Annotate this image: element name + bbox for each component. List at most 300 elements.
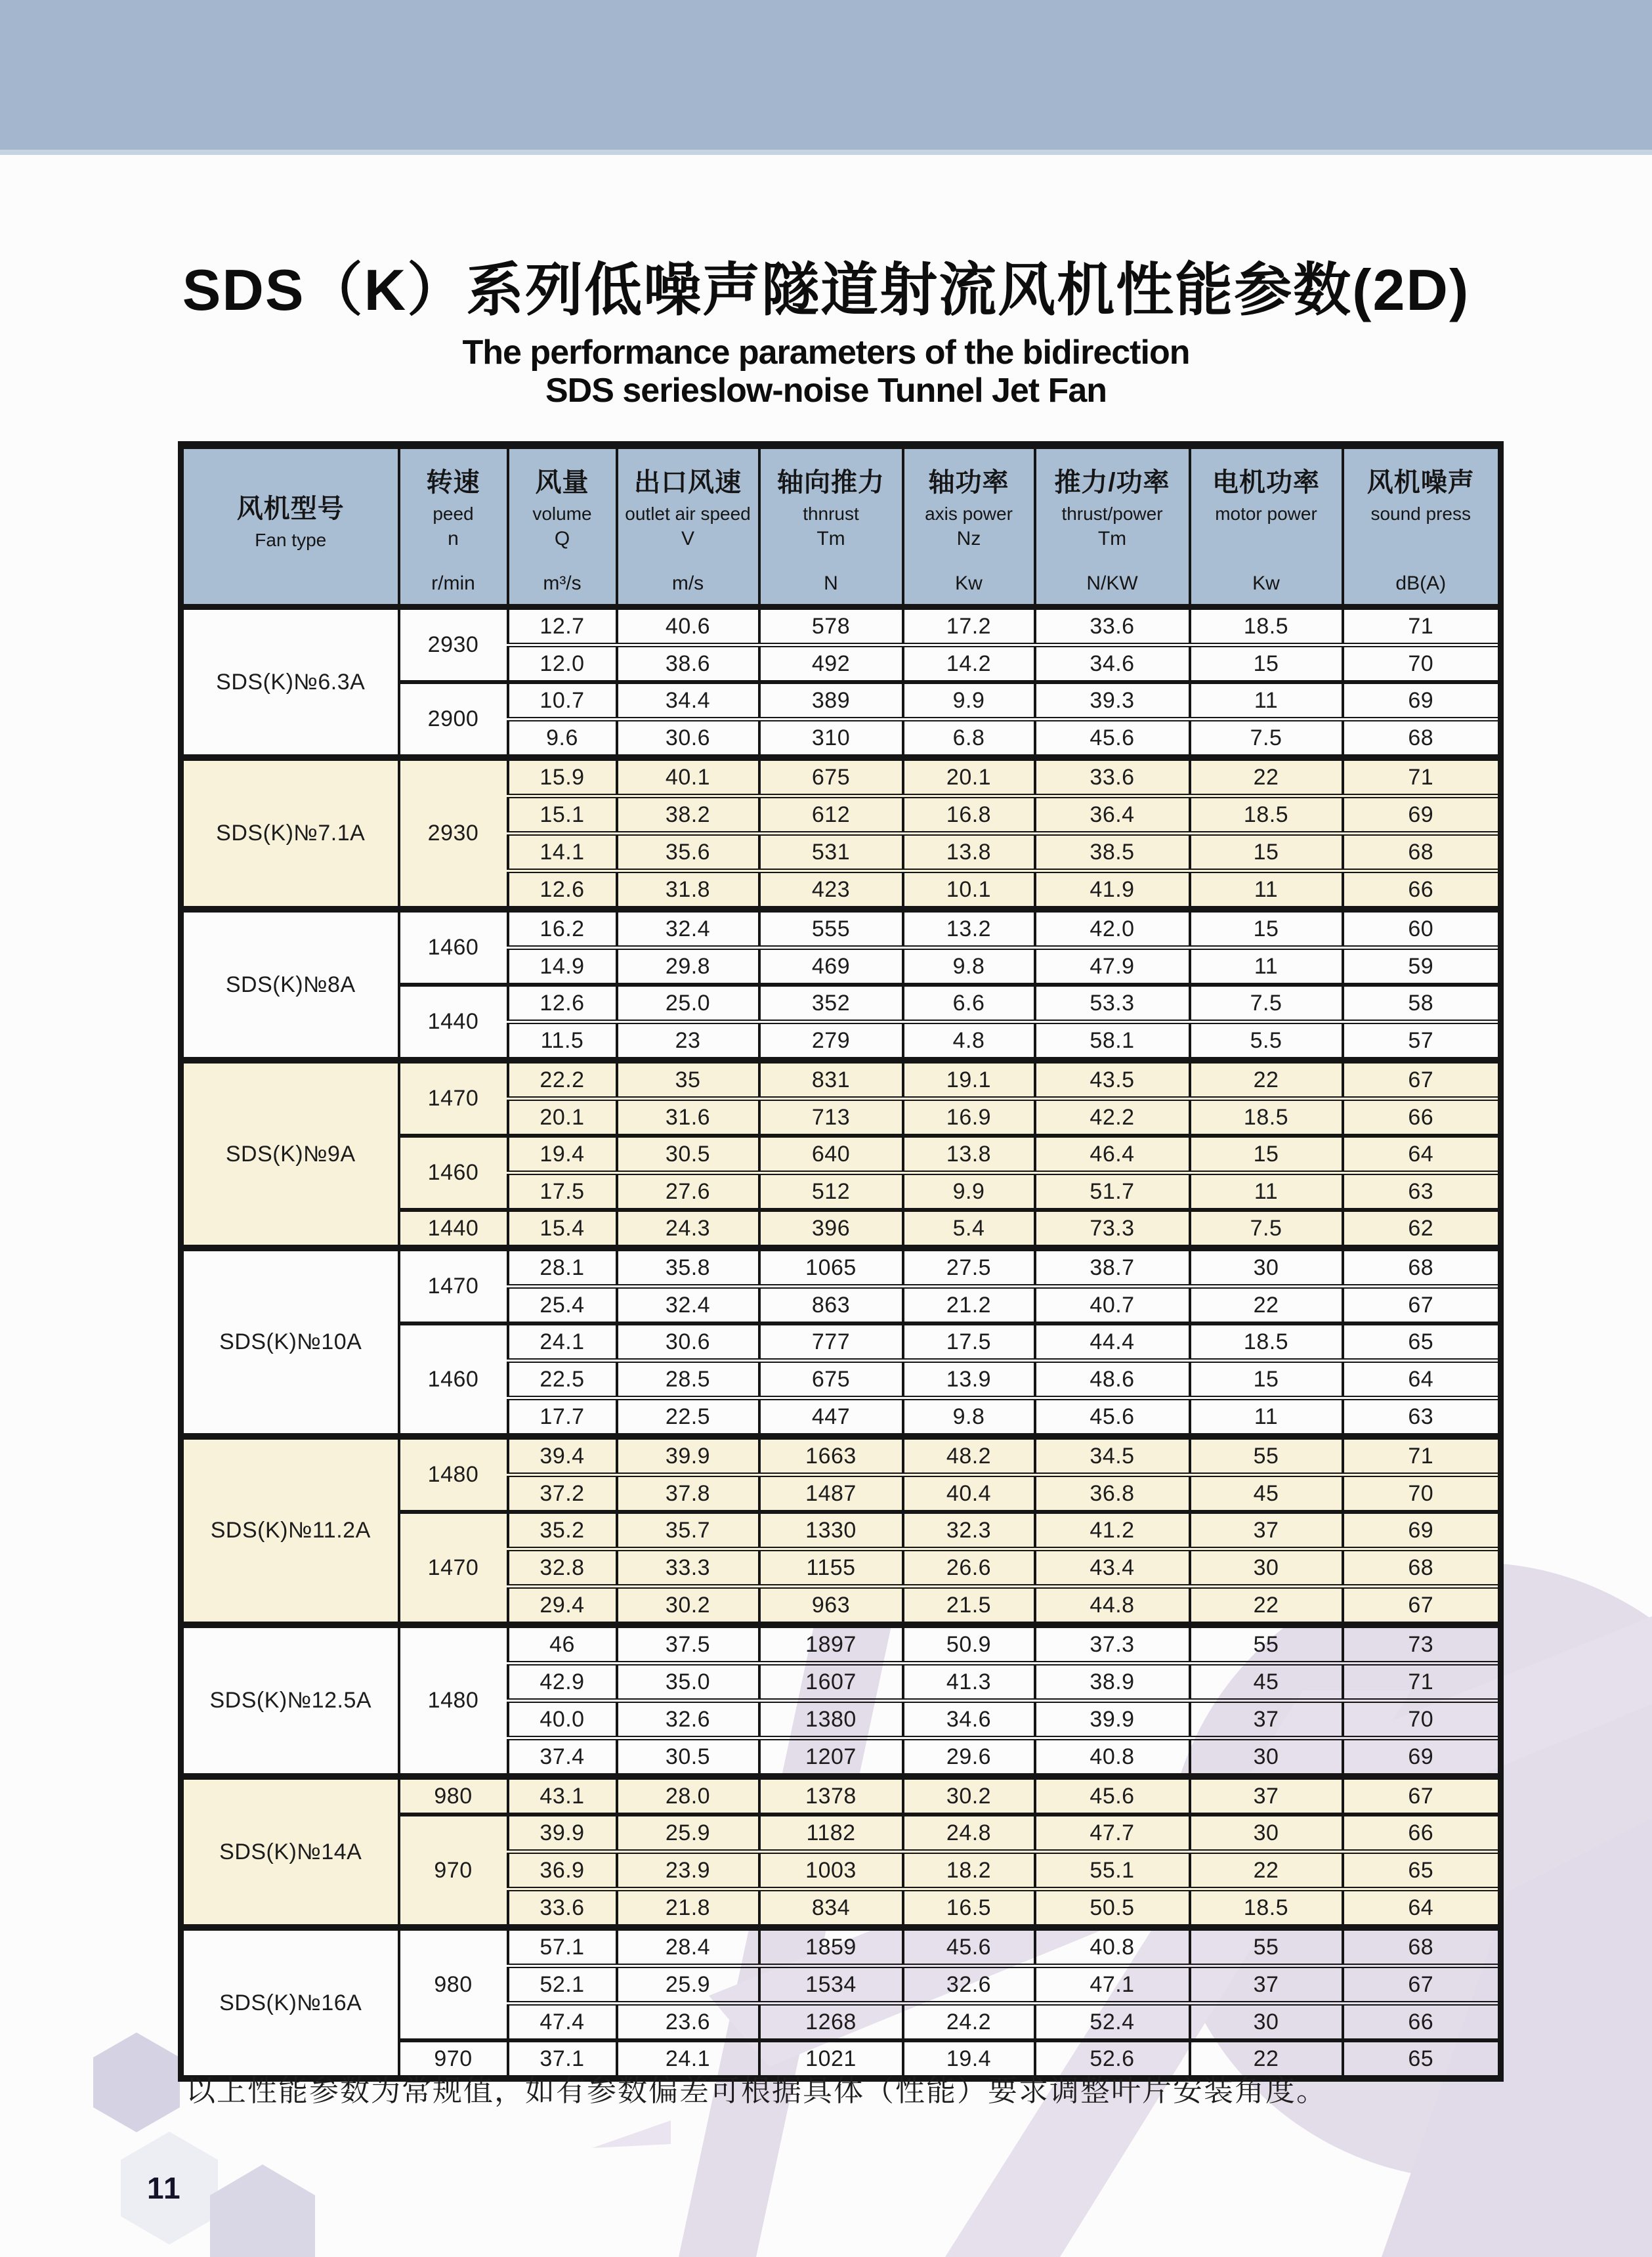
value-cell: 35.0 (617, 1664, 759, 1701)
value-cell: 52.1 (508, 1966, 617, 2004)
value-cell: 37.4 (508, 1738, 617, 1777)
value-cell: 48.2 (903, 1436, 1035, 1475)
value-cell: 55.1 (1035, 1852, 1190, 1889)
value-cell: 21.5 (903, 1587, 1035, 1625)
value-cell: 19.4 (508, 1136, 617, 1173)
value-cell: 38.6 (617, 645, 759, 683)
value-cell: 5.5 (1190, 1022, 1343, 1061)
value-cell: 47.4 (508, 2004, 617, 2041)
value-cell: 13.8 (903, 834, 1035, 871)
value-cell: 1268 (759, 2004, 903, 2041)
value-cell: 22 (1190, 1287, 1343, 1324)
value-cell: 50.5 (1035, 1889, 1190, 1928)
value-cell: 45.6 (1035, 1398, 1190, 1437)
value-cell: 44.4 (1035, 1323, 1190, 1361)
fan-type-cell: SDS(K)№16A (181, 1927, 399, 2078)
value-cell: 39.3 (1035, 682, 1190, 720)
value-cell: 34.6 (903, 1701, 1035, 1738)
speed-cell: 970 (399, 2040, 508, 2078)
value-cell: 45.6 (1035, 1776, 1190, 1815)
value-cell: 37.2 (508, 1475, 617, 1513)
value-cell: 66 (1343, 1099, 1501, 1136)
fan-type-cell: SDS(K)№8A (181, 909, 399, 1060)
value-cell: 73.3 (1035, 1210, 1190, 1248)
value-cell: 55 (1190, 1436, 1343, 1475)
value-cell: 69 (1343, 1738, 1501, 1777)
fan-type-cell: SDS(K)№7.1A (181, 758, 399, 909)
value-cell: 713 (759, 1099, 903, 1136)
value-cell: 831 (759, 1060, 903, 1099)
value-cell: 37 (1190, 1512, 1343, 1549)
value-cell: 46.4 (1035, 1136, 1190, 1173)
value-cell: 834 (759, 1889, 903, 1928)
value-cell: 65 (1343, 1323, 1501, 1361)
value-cell: 19.4 (903, 2040, 1035, 2078)
value-cell: 18.5 (1190, 1099, 1343, 1136)
speed-cell: 1470 (399, 1060, 508, 1136)
value-cell: 30 (1190, 1248, 1343, 1287)
value-cell: 58.1 (1035, 1022, 1190, 1061)
value-cell: 21.8 (617, 1889, 759, 1928)
value-cell: 64 (1343, 1889, 1501, 1928)
value-cell: 68 (1343, 1927, 1501, 1966)
value-cell: 37.1 (508, 2040, 617, 2078)
value-cell: 1155 (759, 1549, 903, 1587)
value-cell: 41.9 (1035, 871, 1190, 910)
value-cell: 18.5 (1190, 1889, 1343, 1928)
value-cell: 52.6 (1035, 2040, 1190, 2078)
value-cell: 30.5 (617, 1136, 759, 1173)
page-title-english (0, 333, 1652, 410)
value-cell: 67 (1343, 1776, 1501, 1815)
value-cell: 55 (1190, 1927, 1343, 1966)
value-cell: 447 (759, 1398, 903, 1437)
speed-cell: 970 (399, 1815, 508, 1927)
value-cell: 279 (759, 1022, 903, 1061)
value-cell: 492 (759, 645, 903, 683)
value-cell: 67 (1343, 1966, 1501, 2004)
fan-type-cell: SDS(K)№9A (181, 1060, 399, 1248)
value-cell: 24.2 (903, 2004, 1035, 2041)
value-cell: 34.5 (1035, 1436, 1190, 1475)
value-cell: 6.6 (903, 985, 1035, 1022)
value-cell: 22.5 (508, 1361, 617, 1398)
value-cell: 52.4 (1035, 2004, 1190, 2041)
value-cell: 42.9 (508, 1664, 617, 1701)
value-cell: 45 (1190, 1664, 1343, 1701)
value-cell: 20.1 (508, 1099, 617, 1136)
value-cell: 15 (1190, 1361, 1343, 1398)
value-cell: 1065 (759, 1248, 903, 1287)
value-cell: 64 (1343, 1361, 1501, 1398)
value-cell: 25.0 (617, 985, 759, 1022)
value-cell: 39.9 (1035, 1701, 1190, 1738)
value-cell: 35 (617, 1060, 759, 1099)
value-cell: 22 (1190, 1587, 1343, 1625)
value-cell: 12.6 (508, 985, 617, 1022)
value-cell: 16.9 (903, 1099, 1035, 1136)
value-cell: 45.6 (1035, 720, 1190, 758)
value-cell: 22 (1190, 758, 1343, 796)
value-cell: 65 (1343, 1852, 1501, 1889)
value-cell: 28.4 (617, 1927, 759, 1966)
value-cell: 67 (1343, 1587, 1501, 1625)
value-cell: 22 (1190, 2040, 1343, 2078)
value-cell: 35.7 (617, 1512, 759, 1549)
value-cell: 55 (1190, 1625, 1343, 1664)
value-cell: 34.4 (617, 682, 759, 720)
value-cell: 15 (1190, 1136, 1343, 1173)
value-cell: 15 (1190, 909, 1343, 948)
value-cell: 28.5 (617, 1361, 759, 1398)
value-cell: 11.5 (508, 1022, 617, 1061)
value-cell: 11 (1190, 682, 1343, 720)
value-cell: 19.1 (903, 1060, 1035, 1099)
page-title-english-line2: SDS serieslow-noise Tunnel Jet Fan (545, 372, 1107, 410)
value-cell: 1663 (759, 1436, 903, 1475)
value-cell: 13.2 (903, 909, 1035, 948)
value-cell: 66 (1343, 1815, 1501, 1852)
table-row (181, 1776, 1501, 1815)
table-row (181, 1248, 1501, 1287)
value-cell: 15.9 (508, 758, 617, 796)
speed-cell: 1480 (399, 1625, 508, 1776)
value-cell: 68 (1343, 1549, 1501, 1587)
value-cell: 26.6 (903, 1549, 1035, 1587)
value-cell: 1182 (759, 1815, 903, 1852)
value-cell: 38.9 (1035, 1664, 1190, 1701)
value-cell: 40.6 (617, 607, 759, 645)
value-cell: 5.4 (903, 1210, 1035, 1248)
speed-cell: 1460 (399, 1323, 508, 1436)
value-cell: 37 (1190, 1776, 1343, 1815)
value-cell: 20.1 (903, 758, 1035, 796)
value-cell: 63 (1343, 1173, 1501, 1211)
column-header: 转速 peed n r/min (399, 445, 508, 607)
value-cell: 777 (759, 1323, 903, 1361)
value-cell: 71 (1343, 758, 1501, 796)
speed-cell: 1460 (399, 1136, 508, 1210)
value-cell: 27.6 (617, 1173, 759, 1211)
top-banner-band (0, 0, 1652, 155)
page-title-english-line1: The performance parameters of the bidirection (462, 333, 1190, 372)
value-cell: 33.3 (617, 1549, 759, 1587)
value-cell: 53.3 (1035, 985, 1190, 1022)
value-cell: 67 (1343, 1060, 1501, 1099)
value-cell: 41.2 (1035, 1512, 1190, 1549)
value-cell: 531 (759, 834, 903, 871)
value-cell: 18.2 (903, 1852, 1035, 1889)
value-cell: 23.9 (617, 1852, 759, 1889)
value-cell: 50.9 (903, 1625, 1035, 1664)
value-cell: 14.9 (508, 948, 617, 985)
value-cell: 57 (1343, 1022, 1501, 1061)
page-title-chinese: SDS（K）系列低噪声隧道射流风机性能参数(2D) (182, 257, 1470, 322)
value-cell: 1487 (759, 1475, 903, 1513)
table-row (181, 1436, 1501, 1475)
speed-cell: 2930 (399, 758, 508, 909)
value-cell: 39.9 (508, 1815, 617, 1852)
value-cell: 66 (1343, 871, 1501, 910)
value-cell: 35.2 (508, 1512, 617, 1549)
value-cell: 39.4 (508, 1436, 617, 1475)
value-cell: 13.9 (903, 1361, 1035, 1398)
value-cell: 38.2 (617, 796, 759, 834)
value-cell: 32.6 (903, 1966, 1035, 2004)
value-cell: 30.6 (617, 720, 759, 758)
value-cell: 69 (1343, 796, 1501, 834)
value-cell: 40.4 (903, 1475, 1035, 1513)
value-cell: 22 (1190, 1060, 1343, 1099)
value-cell: 44.8 (1035, 1587, 1190, 1625)
value-cell: 58 (1343, 985, 1501, 1022)
value-cell: 15.1 (508, 796, 617, 834)
value-cell: 69 (1343, 1512, 1501, 1549)
value-cell: 16.5 (903, 1889, 1035, 1928)
value-cell: 45 (1190, 1475, 1343, 1513)
value-cell: 21.2 (903, 1287, 1035, 1324)
value-cell: 9.8 (903, 1398, 1035, 1437)
value-cell: 46 (508, 1625, 617, 1664)
speed-cell: 1470 (399, 1512, 508, 1625)
value-cell: 45.6 (903, 1927, 1035, 1966)
value-cell: 6.8 (903, 720, 1035, 758)
value-cell: 15 (1190, 645, 1343, 683)
header-row (181, 445, 1501, 607)
value-cell: 1207 (759, 1738, 903, 1777)
value-cell: 1859 (759, 1927, 903, 1966)
value-cell: 24.1 (617, 2040, 759, 2078)
value-cell: 35.6 (617, 834, 759, 871)
value-cell: 39.9 (617, 1436, 759, 1475)
value-cell: 40.8 (1035, 1927, 1190, 1966)
column-header: 出口风速 outlet air speed V m/s (617, 445, 759, 607)
table-row (181, 1625, 1501, 1664)
value-cell: 469 (759, 948, 903, 985)
value-cell: 38.5 (1035, 834, 1190, 871)
value-cell: 30.2 (617, 1587, 759, 1625)
value-cell: 32.4 (617, 1287, 759, 1324)
value-cell: 25.4 (508, 1287, 617, 1324)
value-cell: 11 (1190, 948, 1343, 985)
value-cell: 66 (1343, 2004, 1501, 2041)
value-cell: 41.3 (903, 1664, 1035, 1701)
value-cell: 40.1 (617, 758, 759, 796)
value-cell: 11 (1190, 1398, 1343, 1437)
speed-cell: 1440 (399, 1210, 508, 1248)
column-header: 推力/功率 thrust/power Tm N/KW (1035, 445, 1190, 607)
value-cell: 42.0 (1035, 909, 1190, 948)
value-cell: 68 (1343, 834, 1501, 871)
value-cell: 14.1 (508, 834, 617, 871)
speed-cell: 1470 (399, 1248, 508, 1323)
value-cell: 73 (1343, 1625, 1501, 1664)
value-cell: 30 (1190, 1738, 1343, 1777)
hexagon-large (210, 2164, 315, 2257)
value-cell: 70 (1343, 1475, 1501, 1513)
value-cell: 11 (1190, 1173, 1343, 1211)
value-cell: 15.4 (508, 1210, 617, 1248)
column-header: 电机功率 motor power Kw (1190, 445, 1343, 607)
value-cell: 70 (1343, 1701, 1501, 1738)
value-cell: 60 (1343, 909, 1501, 948)
value-cell: 18.5 (1190, 1323, 1343, 1361)
value-cell: 40.7 (1035, 1287, 1190, 1324)
value-cell: 30.5 (617, 1738, 759, 1777)
column-header: 风机型号 Fan type (181, 445, 399, 607)
value-cell: 14.2 (903, 645, 1035, 683)
column-header: 轴向推力 thnrust Tm N (759, 445, 903, 607)
value-cell: 17.2 (903, 607, 1035, 645)
value-cell: 423 (759, 871, 903, 910)
value-cell: 578 (759, 607, 903, 645)
value-cell: 7.5 (1190, 720, 1343, 758)
value-cell: 16.2 (508, 909, 617, 948)
value-cell: 40.8 (1035, 1738, 1190, 1777)
value-cell: 36.4 (1035, 796, 1190, 834)
value-cell: 30.6 (617, 1323, 759, 1361)
value-cell: 28.0 (617, 1776, 759, 1815)
value-cell: 30.2 (903, 1776, 1035, 1815)
value-cell: 34.6 (1035, 645, 1190, 683)
value-cell: 71 (1343, 607, 1501, 645)
value-cell: 33.6 (1035, 607, 1190, 645)
value-cell: 24.1 (508, 1323, 617, 1361)
value-cell: 64 (1343, 1136, 1501, 1173)
value-cell: 42.2 (1035, 1099, 1190, 1136)
value-cell: 1534 (759, 1966, 903, 2004)
value-cell: 1607 (759, 1664, 903, 1701)
page-number: 11 (147, 2171, 182, 2205)
value-cell: 1378 (759, 1776, 903, 1815)
speed-cell: 2900 (399, 682, 508, 758)
value-cell: 33.6 (1035, 758, 1190, 796)
column-header: 风量 volume Q m³/s (508, 445, 617, 607)
value-cell: 23.6 (617, 2004, 759, 2041)
value-cell: 67 (1343, 1287, 1501, 1324)
value-cell: 17.7 (508, 1398, 617, 1437)
value-cell: 25.9 (617, 1815, 759, 1852)
table-row (181, 607, 1501, 645)
value-cell: 35.8 (617, 1248, 759, 1287)
value-cell: 29.4 (508, 1587, 617, 1625)
fan-performance-table (178, 441, 1504, 2082)
value-cell: 13.8 (903, 1136, 1035, 1173)
speed-cell: 1480 (399, 1436, 508, 1512)
value-cell: 27.5 (903, 1248, 1035, 1287)
value-cell: 18.5 (1190, 796, 1343, 834)
value-cell: 32.4 (617, 909, 759, 948)
value-cell: 57.1 (508, 1927, 617, 1966)
value-cell: 10.1 (903, 871, 1035, 910)
value-cell: 51.7 (1035, 1173, 1190, 1211)
value-cell: 389 (759, 682, 903, 720)
value-cell: 9.9 (903, 1173, 1035, 1211)
value-cell: 32.6 (617, 1701, 759, 1738)
value-cell: 36.8 (1035, 1475, 1190, 1513)
value-cell: 1003 (759, 1852, 903, 1889)
value-cell: 63 (1343, 1398, 1501, 1437)
value-cell: 310 (759, 720, 903, 758)
value-cell: 7.5 (1190, 1210, 1343, 1248)
value-cell: 863 (759, 1287, 903, 1324)
value-cell: 12.0 (508, 645, 617, 683)
value-cell: 9.6 (508, 720, 617, 758)
value-cell: 10.7 (508, 682, 617, 720)
table-row (181, 1927, 1501, 1966)
fan-type-cell: SDS(K)№11.2A (181, 1436, 399, 1625)
value-cell: 7.5 (1190, 985, 1343, 1022)
value-cell: 32.8 (508, 1549, 617, 1587)
value-cell: 640 (759, 1136, 903, 1173)
fan-type-cell: SDS(K)№10A (181, 1248, 399, 1436)
value-cell: 37.8 (617, 1475, 759, 1513)
value-cell: 16.8 (903, 796, 1035, 834)
value-cell: 12.6 (508, 871, 617, 910)
table-row (181, 758, 1501, 796)
value-cell: 963 (759, 1587, 903, 1625)
value-cell: 43.1 (508, 1776, 617, 1815)
speed-cell: 1460 (399, 909, 508, 985)
value-cell: 555 (759, 909, 903, 948)
value-cell: 22.2 (508, 1060, 617, 1099)
value-cell: 68 (1343, 720, 1501, 758)
table-row (181, 909, 1501, 948)
value-cell: 70 (1343, 645, 1501, 683)
value-cell: 512 (759, 1173, 903, 1211)
value-cell: 22 (1190, 1852, 1343, 1889)
value-cell: 25.9 (617, 1966, 759, 2004)
value-cell: 68 (1343, 1248, 1501, 1287)
value-cell: 31.6 (617, 1099, 759, 1136)
value-cell: 59 (1343, 948, 1501, 985)
value-cell: 352 (759, 985, 903, 1022)
value-cell: 36.9 (508, 1852, 617, 1889)
value-cell: 37.3 (1035, 1625, 1190, 1664)
value-cell: 9.9 (903, 682, 1035, 720)
value-cell: 24.3 (617, 1210, 759, 1248)
value-cell: 4.8 (903, 1022, 1035, 1061)
speed-cell: 1440 (399, 985, 508, 1060)
value-cell: 1380 (759, 1701, 903, 1738)
value-cell: 33.6 (508, 1889, 617, 1928)
value-cell: 71 (1343, 1436, 1501, 1475)
hexagon-small (93, 2032, 180, 2132)
fan-type-cell: SDS(K)№14A (181, 1776, 399, 1927)
value-cell: 71 (1343, 1664, 1501, 1701)
value-cell: 40.0 (508, 1701, 617, 1738)
table-row (181, 1060, 1501, 1099)
value-cell: 43.5 (1035, 1060, 1190, 1099)
value-cell: 69 (1343, 682, 1501, 720)
value-cell: 62 (1343, 1210, 1501, 1248)
value-cell: 47.7 (1035, 1815, 1190, 1852)
value-cell: 47.1 (1035, 1966, 1190, 2004)
value-cell: 9.8 (903, 948, 1035, 985)
value-cell: 17.5 (903, 1323, 1035, 1361)
value-cell: 11 (1190, 871, 1343, 910)
watermark-sliver (592, 2120, 671, 2148)
value-cell: 29.6 (903, 1738, 1035, 1777)
value-cell: 17.5 (508, 1173, 617, 1211)
value-cell: 1021 (759, 2040, 903, 2078)
fan-type-cell: SDS(K)№6.3A (181, 607, 399, 758)
value-cell: 29.8 (617, 948, 759, 985)
value-cell: 37 (1190, 1966, 1343, 2004)
column-header: 风机噪声 sound press dB(A) (1343, 445, 1501, 607)
value-cell: 65 (1343, 2040, 1501, 2078)
value-cell: 28.1 (508, 1248, 617, 1287)
